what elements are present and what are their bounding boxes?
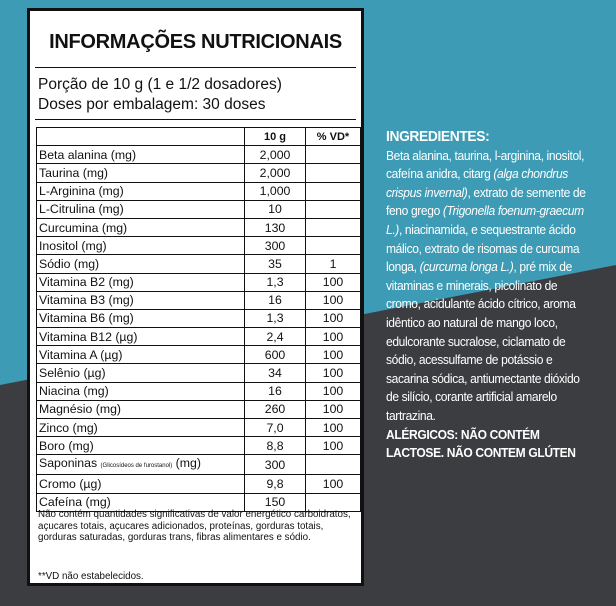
table-row (37, 419, 361, 437)
nutrient-dv: 100 (306, 382, 361, 400)
table-row (37, 346, 361, 364)
ingredients-part: , niacinamida, e sequestrante ácido málico, extrato de risomas de curcuma longa, (386, 221, 580, 275)
ingredients-italic: (curcuma longa L.) (419, 259, 514, 275)
nutrient-amount: 150 (245, 493, 306, 511)
nutrient-amount: 130 (245, 218, 306, 236)
nutrient-dv (306, 146, 361, 164)
table-header-row (37, 128, 361, 146)
nutrient-dv: 100 (306, 364, 361, 382)
nutrient-amount: 7,0 (245, 419, 306, 437)
nutrient-name: Vitamina A (µg) (37, 346, 245, 364)
nutrient-name: Vitamina B2 (mg) (37, 273, 245, 291)
nutrient-amount: 1,3 (245, 273, 306, 291)
table-row (37, 237, 361, 255)
nutrient-name: Zinco (mg) (37, 419, 245, 437)
ingredients-italic: (Trigonella foenum-graecum L.) (386, 203, 584, 237)
nutrient-name: Taurina (mg) (37, 164, 245, 182)
nutrient-amount: 2,000 (245, 146, 306, 164)
nutrient-name: Beta alanina (mg) (37, 146, 245, 164)
nutrition-table (36, 127, 361, 512)
nutrient-dv (306, 455, 361, 475)
allergen-warning: ALÉRGICOS: NÃO CONTÉM LACTOSE. NÃO CONTEM GLÚTEN (386, 426, 576, 461)
nutrient-name: Saponinas (Glicosídeos de furostanol) (mg) (37, 455, 245, 475)
table-row (37, 218, 361, 236)
table-row (37, 182, 361, 200)
table-row (37, 455, 361, 475)
nutrient-dv: 100 (306, 309, 361, 327)
nutrient-dv: 100 (306, 328, 361, 346)
nutrient-dv: 100 (306, 291, 361, 309)
nutrient-dv: 100 (306, 437, 361, 455)
nutrient-amount: 300 (245, 237, 306, 255)
nutrient-amount: 2,4 (245, 328, 306, 346)
label-title: INFORMAÇÕES NUTRICIONAIS (49, 31, 342, 53)
table-row (37, 364, 361, 382)
table-row (37, 255, 361, 273)
ingredients-heading: INGREDIENTES: (386, 128, 490, 145)
doses-per-package: Doses por embalagem: 30 doses (38, 96, 266, 113)
header-dv: % VD* (306, 128, 361, 146)
nutrient-name: Cafeína (mg) (37, 493, 245, 511)
nutrient-dv (306, 182, 361, 200)
table-row (37, 328, 361, 346)
table-row (37, 475, 361, 493)
nutrient-name: L-Arginina (mg) (37, 182, 245, 200)
nutrient-name: Sódio (mg) (37, 255, 245, 273)
nutrient-dv: 100 (306, 346, 361, 364)
nutrient-name: Curcumina (mg) (37, 218, 245, 236)
nutrient-name: Vitamina B12 (µg) (37, 328, 245, 346)
table-row (37, 382, 361, 400)
nutrition-label (27, 8, 364, 586)
divider (35, 67, 356, 68)
nutrient-amount: 260 (245, 400, 306, 418)
ingredients-italic: (alga chondrus crispus invernal) (386, 166, 568, 200)
nutrient-dv (306, 200, 361, 218)
footnote: Não contém quantidades significativas de valor energético carboidratos, açucares totais, açucares adicionados, proteínas, gorduras totais, gorduras saturadas, gorduras trans, fibras alimentares e sódio. (38, 509, 351, 543)
nutrient-amount: 34 (245, 364, 306, 382)
nutrient-dv: 100 (306, 475, 361, 493)
nutrient-dv: 100 (306, 273, 361, 291)
nutrient-amount: 300 (245, 455, 306, 475)
nutrient-name: Niacina (mg) (37, 382, 245, 400)
table-row (37, 291, 361, 309)
nutrient-name: Cromo (µg) (37, 475, 245, 493)
nutrient-name: Magnésio (mg) (37, 400, 245, 418)
nutrient-name: Inositol (mg) (37, 237, 245, 255)
nutrient-name: Selênio (µg) (37, 364, 245, 382)
nutrient-amount: 2,000 (245, 164, 306, 182)
nutrient-name: L-Citrulina (mg) (37, 200, 245, 218)
nutrient-dv (306, 218, 361, 236)
table-row (37, 437, 361, 455)
nutrient-name: Boro (mg) (37, 437, 245, 455)
nutrient-name: Vitamina B6 (mg) (37, 309, 245, 327)
header-blank (37, 128, 245, 146)
nutrient-amount: 600 (245, 346, 306, 364)
nutrient-dv (306, 164, 361, 182)
ingredients-part: Beta alanina, taurina, l-arginina, inositol, cafeína anidra, citarg (386, 147, 585, 182)
nutrient-amount: 9,8 (245, 475, 306, 493)
nutrient-amount: 35 (245, 255, 306, 273)
table-row (37, 146, 361, 164)
serving-size: Porção de 10 g (1 e 1/2 dosadores) (38, 76, 282, 93)
header-amount: 10 g (245, 128, 306, 146)
table-row (37, 400, 361, 418)
nutrient-dv: 1 (306, 255, 361, 273)
table-row (37, 164, 361, 182)
nutrient-dv: 100 (306, 400, 361, 418)
nutrient-dv: 100 (306, 419, 361, 437)
nutrient-amount: 1,000 (245, 182, 306, 200)
nutrient-amount: 1,3 (245, 309, 306, 327)
divider (35, 119, 356, 120)
ingredients-block (386, 128, 590, 463)
nutrient-amount: 16 (245, 382, 306, 400)
nutrient-amount: 10 (245, 200, 306, 218)
nutrient-amount: 16 (245, 291, 306, 309)
serving-info (38, 75, 282, 115)
nutrient-amount: 8,8 (245, 437, 306, 455)
nutrient-name: Vitamina B3 (mg) (37, 291, 245, 309)
table-row (37, 200, 361, 218)
ingredients-part: , extrato de semente de feno grego (386, 184, 586, 219)
ingredients-part: , pré mix de vitaminas e minerais, picolinato de cromo, acidulante ácido cítrico, aroma idêntico ao natural de mango loco, edulcorante sucralose, ciclamato de sódio, acessulfame de potássio e sacarina sódica, antiumectante dióxido de silício, corante artificial amarelo tartrazina. (386, 259, 580, 423)
table-row (37, 273, 361, 291)
footnote-dv: **VD não estabelecidos. (38, 571, 144, 582)
nutrient-dv (306, 237, 361, 255)
ingredients-text (386, 147, 590, 426)
table-row (37, 309, 361, 327)
